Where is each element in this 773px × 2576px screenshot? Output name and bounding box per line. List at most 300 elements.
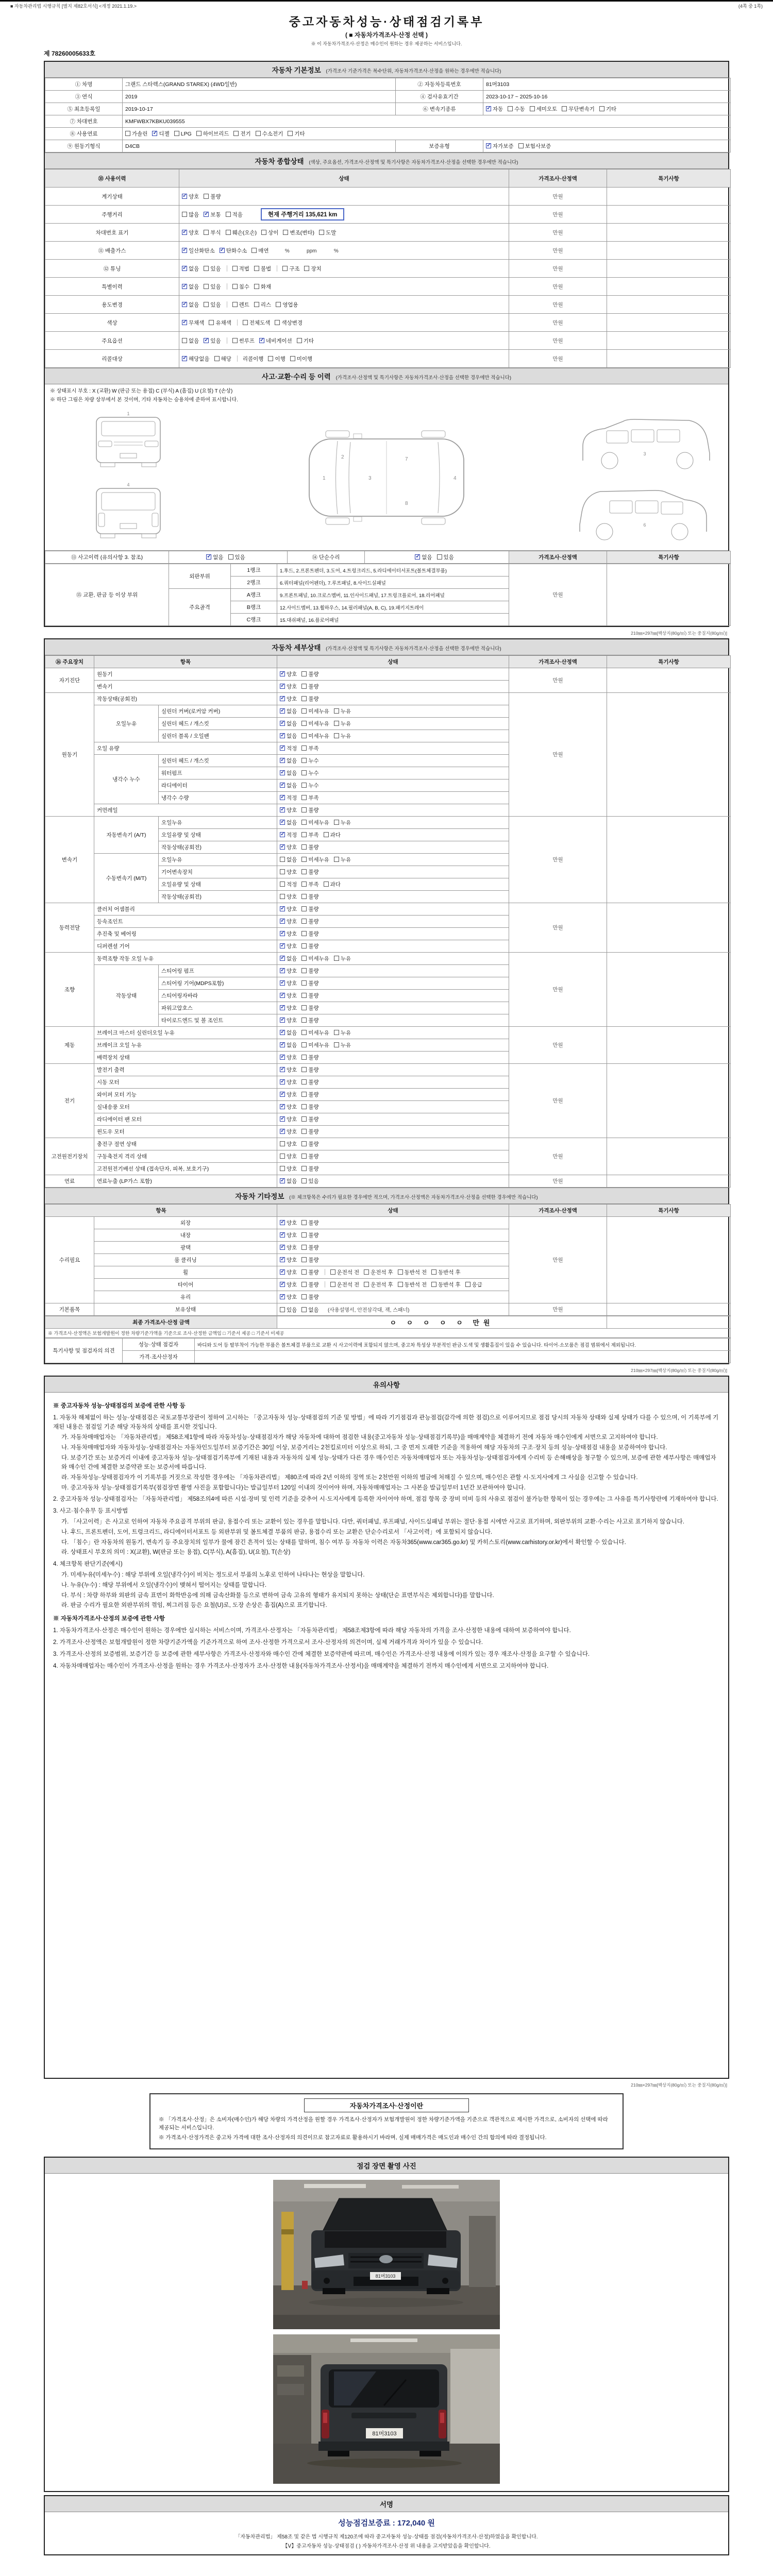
unchecked-box-icon[interactable] xyxy=(301,708,307,714)
checkbox-option[interactable] xyxy=(226,229,257,236)
checkbox-option[interactable] xyxy=(232,301,249,309)
checkbox-option[interactable] xyxy=(280,732,297,740)
checked-box-icon[interactable] xyxy=(280,931,285,936)
unchecked-box-icon[interactable] xyxy=(301,906,307,911)
checkbox-option[interactable] xyxy=(301,1078,318,1086)
checkbox-option[interactable] xyxy=(220,247,247,255)
checkbox-option[interactable] xyxy=(204,229,221,236)
checkbox-option[interactable] xyxy=(334,1029,351,1037)
checkbox-option[interactable] xyxy=(431,1268,461,1276)
unchecked-box-icon[interactable] xyxy=(324,882,329,887)
checkbox-option[interactable] xyxy=(280,1256,297,1264)
checked-box-icon[interactable] xyxy=(280,1042,285,1047)
checkbox-option[interactable] xyxy=(232,337,255,345)
checkbox-option[interactable] xyxy=(334,955,351,962)
checkbox-option[interactable] xyxy=(182,247,215,255)
checkbox-option[interactable] xyxy=(280,992,297,999)
checkbox-option[interactable] xyxy=(301,1029,329,1037)
unchecked-box-icon[interactable] xyxy=(398,1282,403,1287)
unchecked-box-icon[interactable] xyxy=(204,266,209,271)
checkbox-option[interactable] xyxy=(280,782,297,789)
checkbox-option[interactable] xyxy=(562,105,595,113)
checkbox-option[interactable] xyxy=(280,1066,297,1074)
checkbox-option[interactable] xyxy=(182,337,199,345)
checkbox-option[interactable] xyxy=(398,1268,427,1276)
checkbox-option[interactable] xyxy=(301,1091,318,1098)
unchecked-box-icon[interactable] xyxy=(334,857,339,862)
checkbox-option[interactable] xyxy=(301,1306,318,1314)
checkbox-option[interactable] xyxy=(280,1177,297,1185)
unchecked-box-icon[interactable] xyxy=(301,1307,307,1312)
checkbox-option[interactable] xyxy=(301,1244,318,1251)
checkbox-option[interactable] xyxy=(280,819,297,826)
checkbox-option[interactable] xyxy=(330,1268,360,1276)
checked-box-icon[interactable] xyxy=(280,671,285,676)
unchecked-box-icon[interactable] xyxy=(301,770,307,775)
unchecked-box-icon[interactable] xyxy=(256,131,261,136)
checked-box-icon[interactable] xyxy=(182,266,187,271)
checked-box-icon[interactable] xyxy=(280,968,285,973)
unchecked-box-icon[interactable] xyxy=(301,820,307,825)
checkbox-option[interactable] xyxy=(226,211,243,218)
unchecked-box-icon[interactable] xyxy=(243,320,248,325)
checkbox-option[interactable] xyxy=(301,806,318,814)
unchecked-box-icon[interactable] xyxy=(334,733,339,738)
checkbox-option[interactable] xyxy=(280,1281,297,1289)
checkbox-option[interactable] xyxy=(301,1103,318,1111)
checkbox-option[interactable] xyxy=(125,130,147,138)
unchecked-box-icon[interactable] xyxy=(301,795,307,800)
unchecked-box-icon[interactable] xyxy=(226,230,231,235)
unchecked-box-icon[interactable] xyxy=(276,302,281,307)
checkbox-option[interactable] xyxy=(283,229,314,236)
unchecked-box-icon[interactable] xyxy=(182,338,187,343)
unchecked-box-icon[interactable] xyxy=(334,721,339,726)
unchecked-box-icon[interactable] xyxy=(437,554,442,560)
checkbox-option[interactable] xyxy=(301,782,318,789)
checkbox-option[interactable] xyxy=(182,301,199,309)
checkbox-option[interactable] xyxy=(280,979,297,987)
checkbox-option[interactable] xyxy=(301,1016,318,1024)
unchecked-box-icon[interactable] xyxy=(301,1055,307,1060)
checked-box-icon[interactable] xyxy=(280,906,285,911)
checkbox-option[interactable] xyxy=(334,1041,351,1049)
checked-box-icon[interactable] xyxy=(280,820,285,825)
unchecked-box-icon[interactable] xyxy=(226,212,231,217)
checked-box-icon[interactable] xyxy=(280,956,285,961)
checked-box-icon[interactable] xyxy=(259,338,264,343)
checked-box-icon[interactable] xyxy=(280,1005,285,1010)
checkbox-option[interactable] xyxy=(301,930,318,938)
checkbox-option[interactable] xyxy=(280,670,297,678)
unchecked-box-icon[interactable] xyxy=(254,284,259,289)
checked-box-icon[interactable] xyxy=(280,684,285,689)
checkbox-option[interactable] xyxy=(280,1140,297,1148)
unchecked-box-icon[interactable] xyxy=(301,1067,307,1072)
checkbox-option[interactable] xyxy=(280,695,297,703)
checkbox-option[interactable] xyxy=(280,1016,297,1024)
checkbox-option[interactable] xyxy=(304,265,321,273)
unchecked-box-icon[interactable] xyxy=(261,230,266,235)
checkbox-option[interactable] xyxy=(268,355,285,363)
checkbox-option[interactable] xyxy=(280,893,297,901)
checkbox-option[interactable] xyxy=(243,319,271,327)
unchecked-box-icon[interactable] xyxy=(301,733,307,738)
checked-box-icon[interactable] xyxy=(280,758,285,763)
checked-box-icon[interactable] xyxy=(280,1257,285,1262)
checkbox-option[interactable] xyxy=(232,283,249,291)
checkbox-option[interactable] xyxy=(301,868,318,876)
checkbox-option[interactable] xyxy=(334,720,351,727)
unchecked-box-icon[interactable] xyxy=(204,302,209,307)
checkbox-option[interactable] xyxy=(280,1219,297,1227)
unchecked-box-icon[interactable] xyxy=(204,194,209,199)
checkbox-option[interactable] xyxy=(301,1165,318,1173)
checkbox-option[interactable] xyxy=(280,1244,297,1251)
checked-box-icon[interactable] xyxy=(182,302,187,307)
unchecked-box-icon[interactable] xyxy=(275,320,280,325)
checkbox-option[interactable] xyxy=(280,707,297,715)
checked-box-icon[interactable] xyxy=(280,1067,285,1072)
unchecked-box-icon[interactable] xyxy=(280,857,285,862)
unchecked-box-icon[interactable] xyxy=(301,869,307,874)
checked-box-icon[interactable] xyxy=(182,356,187,361)
checkbox-option[interactable] xyxy=(209,319,231,327)
checked-box-icon[interactable] xyxy=(182,230,187,235)
checkbox-option[interactable] xyxy=(301,1128,318,1136)
checked-box-icon[interactable] xyxy=(280,1220,285,1225)
checked-box-icon[interactable] xyxy=(280,993,285,998)
checkbox-option[interactable] xyxy=(204,265,221,273)
checkbox-option[interactable] xyxy=(301,942,318,950)
checkbox-option[interactable] xyxy=(301,769,318,777)
unchecked-box-icon[interactable] xyxy=(232,284,238,289)
unchecked-box-icon[interactable] xyxy=(268,356,273,361)
checkbox-option[interactable] xyxy=(233,130,250,138)
checked-box-icon[interactable] xyxy=(280,943,285,948)
checkbox-option[interactable] xyxy=(486,142,514,150)
checkbox-option[interactable] xyxy=(301,720,329,727)
checkbox-option[interactable] xyxy=(280,806,297,814)
checkbox-option[interactable] xyxy=(301,1140,318,1148)
checkbox-option[interactable] xyxy=(297,337,314,345)
checkbox-option[interactable] xyxy=(280,1293,297,1301)
checkbox-option[interactable] xyxy=(301,1281,318,1289)
checked-box-icon[interactable] xyxy=(280,832,285,837)
checkbox-option[interactable] xyxy=(301,1256,318,1264)
unchecked-box-icon[interactable] xyxy=(280,894,285,899)
checkbox-option[interactable] xyxy=(280,683,297,690)
checkbox-option[interactable] xyxy=(486,105,503,113)
checkbox-option[interactable] xyxy=(301,1041,329,1049)
checkbox-option[interactable] xyxy=(301,1177,318,1185)
unchecked-box-icon[interactable] xyxy=(301,832,307,837)
unchecked-box-icon[interactable] xyxy=(301,684,307,689)
checkbox-option[interactable] xyxy=(301,819,329,826)
unchecked-box-icon[interactable] xyxy=(301,1178,307,1183)
checkbox-option[interactable] xyxy=(301,893,318,901)
checkbox-option[interactable] xyxy=(301,1268,318,1276)
unchecked-box-icon[interactable] xyxy=(301,1220,307,1225)
checkbox-option[interactable] xyxy=(301,831,318,839)
checkbox-option[interactable] xyxy=(259,337,292,345)
unchecked-box-icon[interactable] xyxy=(254,266,259,271)
checkbox-option[interactable] xyxy=(280,967,297,975)
checkbox-option[interactable] xyxy=(431,1281,461,1289)
checkbox-option[interactable] xyxy=(280,1091,297,1098)
unchecked-box-icon[interactable] xyxy=(334,1042,339,1047)
checked-box-icon[interactable] xyxy=(280,696,285,701)
checked-box-icon[interactable] xyxy=(280,721,285,726)
checkbox-option[interactable] xyxy=(518,142,551,150)
checkbox-option[interactable] xyxy=(301,1054,318,1061)
checkbox-option[interactable] xyxy=(280,1268,297,1276)
unchecked-box-icon[interactable] xyxy=(334,956,339,961)
checkbox-option[interactable] xyxy=(280,955,297,962)
unchecked-box-icon[interactable] xyxy=(301,857,307,862)
unchecked-box-icon[interactable] xyxy=(209,320,214,325)
checkbox-option[interactable] xyxy=(530,105,558,113)
checkbox-option[interactable] xyxy=(182,355,210,363)
unchecked-box-icon[interactable] xyxy=(431,1282,436,1287)
checkbox-option[interactable] xyxy=(280,1165,297,1173)
unchecked-box-icon[interactable] xyxy=(125,131,130,136)
checkbox-option[interactable] xyxy=(196,130,229,138)
unchecked-box-icon[interactable] xyxy=(301,721,307,726)
checkbox-option[interactable] xyxy=(206,553,223,561)
checked-box-icon[interactable] xyxy=(204,212,209,217)
checkbox-option[interactable] xyxy=(280,1004,297,1012)
checked-box-icon[interactable] xyxy=(280,1245,285,1250)
checked-box-icon[interactable] xyxy=(280,745,285,751)
unchecked-box-icon[interactable] xyxy=(334,708,339,714)
checkbox-option[interactable] xyxy=(182,193,199,200)
unchecked-box-icon[interactable] xyxy=(301,1030,307,1035)
unchecked-box-icon[interactable] xyxy=(214,356,220,361)
checkbox-option[interactable] xyxy=(437,553,454,561)
checkbox-option[interactable] xyxy=(280,1153,297,1160)
checked-box-icon[interactable] xyxy=(280,1269,285,1275)
unchecked-box-icon[interactable] xyxy=(364,1282,369,1287)
checkbox-option[interactable] xyxy=(261,229,278,236)
checkbox-option[interactable] xyxy=(301,1066,318,1074)
checkbox-option[interactable] xyxy=(364,1281,393,1289)
unchecked-box-icon[interactable] xyxy=(301,696,307,701)
unchecked-box-icon[interactable] xyxy=(301,807,307,812)
checkbox-option[interactable] xyxy=(301,1293,318,1301)
unchecked-box-icon[interactable] xyxy=(204,230,209,235)
unchecked-box-icon[interactable] xyxy=(301,919,307,924)
checkbox-option[interactable] xyxy=(204,193,221,200)
checked-box-icon[interactable] xyxy=(280,1116,285,1122)
checkbox-option[interactable] xyxy=(324,880,341,888)
checkbox-option[interactable] xyxy=(280,769,297,777)
checkbox-option[interactable] xyxy=(204,211,221,218)
checkbox-option[interactable] xyxy=(364,1268,393,1276)
unchecked-box-icon[interactable] xyxy=(280,1166,285,1171)
unchecked-box-icon[interactable] xyxy=(297,338,302,343)
checked-box-icon[interactable] xyxy=(204,338,209,343)
checkbox-option[interactable] xyxy=(280,744,297,752)
unchecked-box-icon[interactable] xyxy=(301,783,307,788)
unchecked-box-icon[interactable] xyxy=(301,1116,307,1122)
checked-box-icon[interactable] xyxy=(280,1294,285,1299)
unchecked-box-icon[interactable] xyxy=(301,882,307,887)
unchecked-box-icon[interactable] xyxy=(301,671,307,676)
checked-box-icon[interactable] xyxy=(280,1055,285,1060)
checkbox-option[interactable] xyxy=(182,283,199,291)
checked-box-icon[interactable] xyxy=(280,770,285,775)
checkbox-option[interactable] xyxy=(280,1128,297,1136)
checkbox-option[interactable] xyxy=(290,355,312,363)
unchecked-box-icon[interactable] xyxy=(301,1294,307,1299)
unchecked-box-icon[interactable] xyxy=(530,106,535,111)
unchecked-box-icon[interactable] xyxy=(301,956,307,961)
checkbox-option[interactable] xyxy=(228,553,245,561)
checked-box-icon[interactable] xyxy=(182,248,187,253)
checkbox-option[interactable] xyxy=(282,265,299,273)
unchecked-box-icon[interactable] xyxy=(330,1269,335,1275)
unchecked-box-icon[interactable] xyxy=(301,844,307,850)
checked-box-icon[interactable] xyxy=(280,844,285,850)
checkbox-option[interactable] xyxy=(301,843,318,851)
unchecked-box-icon[interactable] xyxy=(364,1269,369,1275)
checkbox-option[interactable] xyxy=(334,732,351,740)
checkbox-option[interactable] xyxy=(280,868,297,876)
checkbox-option[interactable] xyxy=(254,283,271,291)
checkbox-option[interactable] xyxy=(280,1078,297,1086)
checkbox-option[interactable] xyxy=(301,794,318,802)
unchecked-box-icon[interactable] xyxy=(280,882,285,887)
checked-box-icon[interactable] xyxy=(182,320,187,325)
checkbox-option[interactable] xyxy=(280,1306,297,1314)
checkbox-option[interactable] xyxy=(324,831,341,839)
checkbox-option[interactable] xyxy=(301,1153,318,1160)
checkbox-option[interactable] xyxy=(301,955,329,962)
checkbox-option[interactable] xyxy=(301,732,329,740)
checked-box-icon[interactable] xyxy=(280,1079,285,1084)
unchecked-box-icon[interactable] xyxy=(283,230,288,235)
checkbox-option[interactable] xyxy=(398,1281,427,1289)
unchecked-box-icon[interactable] xyxy=(562,106,567,111)
checked-box-icon[interactable] xyxy=(280,795,285,800)
unchecked-box-icon[interactable] xyxy=(508,106,513,111)
checkbox-option[interactable] xyxy=(465,1281,482,1289)
checked-box-icon[interactable] xyxy=(280,1232,285,1238)
checked-box-icon[interactable] xyxy=(280,1104,285,1109)
unchecked-box-icon[interactable] xyxy=(301,1257,307,1262)
unchecked-box-icon[interactable] xyxy=(398,1269,403,1275)
checked-box-icon[interactable] xyxy=(280,807,285,812)
checkbox-option[interactable] xyxy=(254,265,271,273)
checkbox-option[interactable] xyxy=(301,880,318,888)
checkbox-option[interactable] xyxy=(204,337,221,345)
unchecked-box-icon[interactable] xyxy=(301,758,307,763)
unchecked-box-icon[interactable] xyxy=(280,1154,285,1159)
unchecked-box-icon[interactable] xyxy=(319,230,324,235)
unchecked-box-icon[interactable] xyxy=(301,943,307,948)
unchecked-box-icon[interactable] xyxy=(290,356,295,361)
checked-box-icon[interactable] xyxy=(182,284,187,289)
checkbox-option[interactable] xyxy=(275,319,303,327)
unchecked-box-icon[interactable] xyxy=(280,1307,285,1312)
checkbox-option[interactable] xyxy=(280,720,297,727)
checked-box-icon[interactable] xyxy=(280,1092,285,1097)
checked-box-icon[interactable] xyxy=(486,106,491,111)
checkbox-option[interactable] xyxy=(508,105,525,113)
unchecked-box-icon[interactable] xyxy=(301,1104,307,1109)
checkbox-option[interactable] xyxy=(301,670,318,678)
checkbox-option[interactable] xyxy=(334,819,351,826)
checkbox-option[interactable] xyxy=(301,992,318,999)
unchecked-box-icon[interactable] xyxy=(324,832,329,837)
checkbox-option[interactable] xyxy=(334,707,351,715)
unchecked-box-icon[interactable] xyxy=(301,745,307,751)
checkbox-option[interactable] xyxy=(280,1041,297,1049)
unchecked-box-icon[interactable] xyxy=(301,894,307,899)
unchecked-box-icon[interactable] xyxy=(301,1092,307,1097)
unchecked-box-icon[interactable] xyxy=(599,106,604,111)
unchecked-box-icon[interactable] xyxy=(301,1129,307,1134)
checkbox-option[interactable] xyxy=(280,1115,297,1123)
checkbox-option[interactable] xyxy=(301,1231,318,1239)
checkbox-option[interactable] xyxy=(301,905,318,913)
checkbox-option[interactable] xyxy=(599,105,616,113)
checkbox-option[interactable] xyxy=(182,211,199,218)
unchecked-box-icon[interactable] xyxy=(174,131,179,136)
checkbox-option[interactable] xyxy=(232,265,249,273)
unchecked-box-icon[interactable] xyxy=(280,1141,285,1146)
unchecked-box-icon[interactable] xyxy=(301,931,307,936)
checked-box-icon[interactable] xyxy=(280,708,285,714)
unchecked-box-icon[interactable] xyxy=(182,212,187,217)
checked-box-icon[interactable] xyxy=(206,554,211,560)
checkbox-option[interactable] xyxy=(174,131,192,137)
checkbox-option[interactable] xyxy=(204,283,221,291)
checkbox-option[interactable] xyxy=(280,794,297,802)
unchecked-box-icon[interactable] xyxy=(233,131,239,136)
checked-box-icon[interactable] xyxy=(280,1282,285,1287)
unchecked-box-icon[interactable] xyxy=(232,338,238,343)
unchecked-box-icon[interactable] xyxy=(334,1030,339,1035)
unchecked-box-icon[interactable] xyxy=(301,993,307,998)
checked-box-icon[interactable] xyxy=(280,1178,285,1183)
unchecked-box-icon[interactable] xyxy=(301,1005,307,1010)
checked-box-icon[interactable] xyxy=(415,554,420,560)
checkbox-option[interactable] xyxy=(276,301,298,309)
unchecked-box-icon[interactable] xyxy=(301,1141,307,1146)
unchecked-box-icon[interactable] xyxy=(254,302,259,307)
unchecked-box-icon[interactable] xyxy=(330,1282,335,1287)
unchecked-box-icon[interactable] xyxy=(301,1282,307,1287)
checkbox-option[interactable] xyxy=(301,683,318,690)
checkbox-option[interactable] xyxy=(288,130,305,138)
checked-box-icon[interactable] xyxy=(280,783,285,788)
checkbox-option[interactable] xyxy=(301,744,318,752)
checked-box-icon[interactable] xyxy=(280,1018,285,1023)
unchecked-box-icon[interactable] xyxy=(301,1232,307,1238)
unchecked-box-icon[interactable] xyxy=(196,131,201,136)
checkbox-option[interactable] xyxy=(280,1231,297,1239)
unchecked-box-icon[interactable] xyxy=(282,266,288,271)
checkbox-option[interactable] xyxy=(280,856,297,863)
checkbox-option[interactable] xyxy=(256,130,283,138)
unchecked-box-icon[interactable] xyxy=(431,1269,436,1275)
unchecked-box-icon[interactable] xyxy=(518,143,524,148)
unchecked-box-icon[interactable] xyxy=(232,266,238,271)
unchecked-box-icon[interactable] xyxy=(301,968,307,973)
unchecked-box-icon[interactable] xyxy=(301,1269,307,1275)
